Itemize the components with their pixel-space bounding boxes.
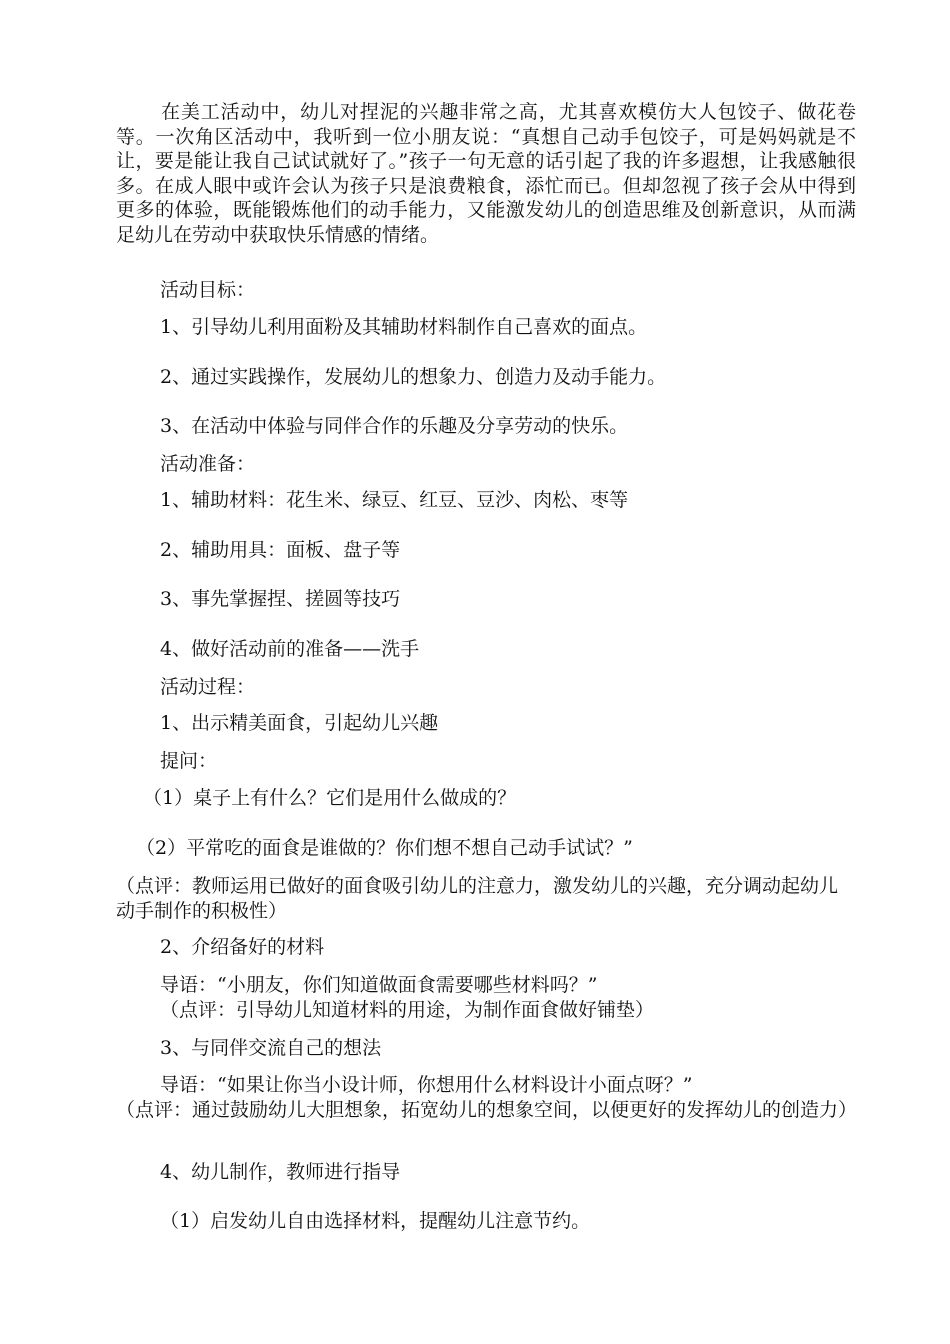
process-step-2: 2、介绍备好的材料 bbox=[160, 936, 325, 958]
process-heading: 活动过程： bbox=[160, 676, 256, 698]
goal-item-1: 1、引导幼儿利用面粉及其辅助材料制作自己喜欢的面点。 bbox=[160, 316, 648, 338]
goal-item-3: 3、在活动中体验与同伴合作的乐趣及分享劳动的快乐。 bbox=[160, 415, 629, 437]
process-ask-label: 提问： bbox=[160, 750, 218, 772]
process-comment-2: （点评：引导幼儿知道材料的用途，为制作面食做好铺垫） bbox=[160, 999, 655, 1021]
process-guide-3: 导语：“如果让你当小设计师，你想用什么材料设计小面点呀？” bbox=[160, 1074, 693, 1096]
prep-item-1: 1、辅助材料：花生米、绿豆、红豆、豆沙、肉松、枣等 bbox=[160, 489, 629, 511]
goal-item-2: 2、通过实践操作，发展幼儿的想象力、创造力及动手能力。 bbox=[160, 366, 667, 388]
process-comment-1: （点评：教师运用已做好的面食吸引幼儿的注意力，激发幼儿的兴趣，充分调动起幼儿动手制作的积极性） bbox=[116, 875, 839, 922]
process-comment-3: （点评：通过鼓励幼儿大胆想象，拓宽幼儿的想象空间，以便更好的发挥幼儿的创造力） bbox=[116, 1099, 858, 1121]
goals-heading: 活动目标： bbox=[160, 279, 256, 301]
process-question-2: （2）平常吃的面食是谁做的？你们想不想自己动手试试？” bbox=[136, 837, 633, 859]
process-step-1: 1、出示精美面食，引起幼儿兴趣 bbox=[160, 712, 439, 734]
process-guide-2: 导语：“小朋友，你们知道做面食需要哪些材料吗？” bbox=[160, 974, 598, 996]
process-step-3: 3、与同伴交流自己的想法 bbox=[160, 1037, 382, 1059]
prep-item-4: 4、做好活动前的准备——洗手 bbox=[160, 638, 420, 660]
process-sub-item-1: （1）启发幼儿自由选择材料，提醒幼儿注意节约。 bbox=[160, 1210, 591, 1232]
prep-item-2: 2、辅助用具：面板、盘子等 bbox=[160, 539, 401, 561]
prep-item-3: 3、事先掌握捏、搓圆等技巧 bbox=[160, 588, 401, 610]
prep-heading: 活动准备： bbox=[160, 453, 256, 475]
process-step-4: 4、幼儿制作，教师进行指导 bbox=[160, 1161, 401, 1183]
process-question-1: （1）桌子上有什么？它们是用什么做成的？ bbox=[143, 787, 517, 809]
intro-paragraph: 在美工活动中，幼儿对捏泥的兴趣非常之高，尤其喜欢模仿大人包饺子、做花卷等。一次角区活动中，我听到一位小朋友说：“真想自己动手包饺子，可是妈妈就是不让，要是能让我自己试试就好了。”孩子一句无意的话引起了我的许多遐想，让我感触很多。在成人眼中或许会认为孩子只是浪费粮食，添忙而已。但却忽视了孩子会从中得到更多的体验，既能锻炼他们的动手能力，又能激发幼儿的创造思维及创新意识，从而满足幼儿在劳动中获取快乐情感的情绪。 bbox=[116, 101, 856, 246]
